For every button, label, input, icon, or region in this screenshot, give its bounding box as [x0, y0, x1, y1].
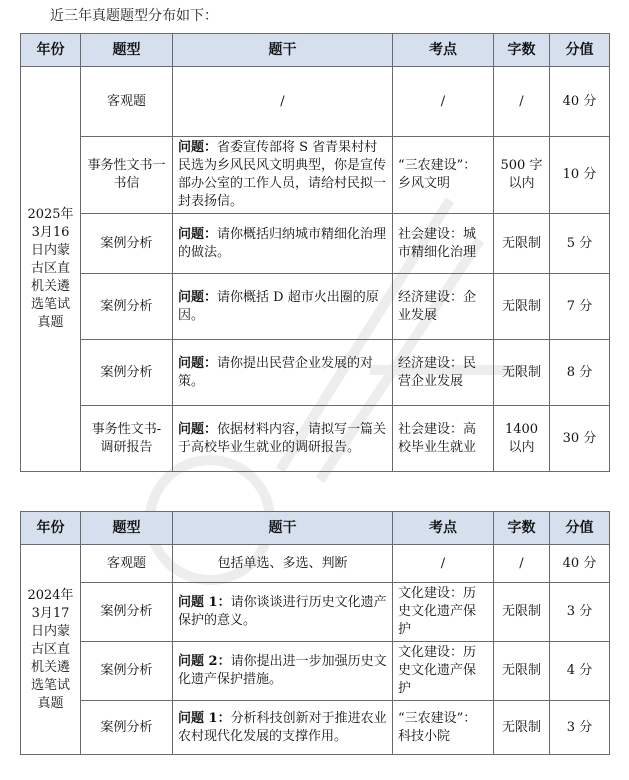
- col-header-words: 字数: [494, 512, 550, 545]
- col-header-type: 题型: [81, 34, 173, 67]
- question-label: 问题：: [178, 289, 218, 305]
- question-text: 省委宣传部将 S 省青果村村民选为乡风民风文明典型，你是宣传部办公室的工作人员，请给村民拟一封表扬信。: [178, 140, 387, 209]
- point-cell: 经济建设：民营企业发展: [393, 340, 494, 406]
- col-header-words: 字数: [494, 34, 550, 67]
- question-text: 请你谈谈进行历史文化遗产保护的意义。: [178, 595, 387, 628]
- exam-table-2024: [20, 511, 610, 755]
- question-text: 请你提出进一步加强历史文化遗产保护措施。: [178, 654, 387, 687]
- question-text: 分析科技创新对于推进农业农村现代化发展的支撑作用。: [178, 710, 387, 744]
- table-header-row: [21, 512, 610, 545]
- words-cell: /: [494, 545, 550, 583]
- col-header-point: 考点: [393, 512, 494, 545]
- question-label: 问题：: [178, 421, 218, 437]
- table-row: [21, 274, 610, 340]
- type-cell: 案例分析: [81, 583, 173, 642]
- table-row: [21, 340, 610, 406]
- type-cell: 事务性文书一书信: [81, 137, 173, 214]
- question-text: 包括单选、多选、判断: [217, 555, 348, 571]
- year-cell: 2024年3月17日内蒙古区直机关遴选笔试真题: [21, 545, 81, 755]
- stem-cell: [173, 274, 393, 340]
- stem-cell: [173, 406, 393, 472]
- words-cell: 500 字以内: [494, 137, 550, 214]
- col-header-score: 分值: [550, 34, 610, 67]
- table-row: [21, 214, 610, 274]
- words-cell: 无限制: [494, 583, 550, 642]
- type-cell: 案例分析: [81, 642, 173, 701]
- question-label: 问题 1：: [178, 595, 231, 610]
- score-cell: 7 分: [550, 274, 610, 340]
- type-cell: 案例分析: [81, 701, 173, 755]
- type-cell: 案例分析: [81, 340, 173, 406]
- table-row: [21, 545, 610, 583]
- year-cell: 2025年3月16日内蒙古区直机关遴选笔试真题: [21, 67, 81, 472]
- stem-cell: [173, 545, 393, 583]
- point-cell: 社会建设：城市精细化治理: [393, 214, 494, 274]
- words-cell: 无限制: [494, 701, 550, 755]
- table-row: [21, 583, 610, 642]
- col-header-stem: 题干: [173, 512, 393, 545]
- point-cell: 文化建设：历史文化遗产保护: [393, 583, 494, 642]
- point-cell: 社会建设：高校毕业生就业: [393, 406, 494, 472]
- score-cell: 40 分: [550, 67, 610, 137]
- table-row: [21, 67, 610, 137]
- point-cell: /: [393, 67, 494, 137]
- point-cell: “三农建设”：乡风文明: [393, 137, 494, 214]
- point-cell: 文化建设：历史文化遗产保护: [393, 642, 494, 701]
- question-text: 请你概括 D 超市火出圈的原因。: [178, 289, 379, 323]
- stem-cell: [173, 340, 393, 406]
- type-cell: 案例分析: [81, 274, 173, 340]
- col-header-stem: 题干: [173, 34, 393, 67]
- col-header-type: 题型: [81, 512, 173, 545]
- score-cell: 3 分: [550, 583, 610, 642]
- col-header-score: 分值: [550, 512, 610, 545]
- stem-cell: [173, 137, 393, 214]
- col-header-year: 年份: [21, 34, 81, 67]
- question-label: 问题：: [178, 140, 218, 155]
- words-cell: 无限制: [494, 340, 550, 406]
- words-cell: /: [494, 67, 550, 137]
- col-header-point: 考点: [393, 34, 494, 67]
- score-cell: 4 分: [550, 642, 610, 701]
- point-cell: “三农建设”：科技小院: [393, 701, 494, 755]
- words-cell: 无限制: [494, 642, 550, 701]
- stem-cell: [173, 642, 393, 701]
- table-row: [21, 642, 610, 701]
- question-label: 问题：: [178, 226, 218, 242]
- question-label: 问题 1：: [178, 710, 231, 726]
- score-cell: 40 分: [550, 545, 610, 583]
- words-cell: 无限制: [494, 214, 550, 274]
- stem-cell: [173, 583, 393, 642]
- type-cell: 客观题: [81, 545, 173, 583]
- words-cell: 1400 以内: [494, 406, 550, 472]
- point-cell: /: [393, 545, 494, 583]
- table-row: [21, 406, 610, 472]
- col-header-year: 年份: [21, 512, 81, 545]
- score-cell: 30 分: [550, 406, 610, 472]
- score-cell: 3 分: [550, 701, 610, 755]
- type-cell: 案例分析: [81, 214, 173, 274]
- table-row: [21, 701, 610, 755]
- type-cell: 客观题: [81, 67, 173, 137]
- stem-cell: [173, 701, 393, 755]
- score-cell: 5 分: [550, 214, 610, 274]
- question-label: 问题：: [178, 355, 218, 371]
- point-cell: 经济建设：企业发展: [393, 274, 494, 340]
- question-label: 问题 2：: [178, 654, 231, 669]
- score-cell: 8 分: [550, 340, 610, 406]
- table-header-row: [21, 34, 610, 67]
- type-cell: 事务性文书-调研报告: [81, 406, 173, 472]
- intro-text: 近三年真题题型分布如下：: [50, 8, 218, 24]
- question-text: 请你概括归纳城市精细化治理的做法。: [178, 226, 387, 260]
- words-cell: 无限制: [494, 274, 550, 340]
- table-row: [21, 137, 610, 214]
- exam-table-2025: [20, 33, 610, 472]
- stem-cell: [173, 67, 393, 137]
- score-cell: 10 分: [550, 137, 610, 214]
- question-text: /: [280, 93, 285, 109]
- stem-cell: [173, 214, 393, 274]
- question-text: 依据材料内容，请拟写一篇关于高校毕业生就业的调研报告。: [178, 421, 387, 455]
- question-text: 请你提出民营企业发展的对策。: [178, 355, 374, 389]
